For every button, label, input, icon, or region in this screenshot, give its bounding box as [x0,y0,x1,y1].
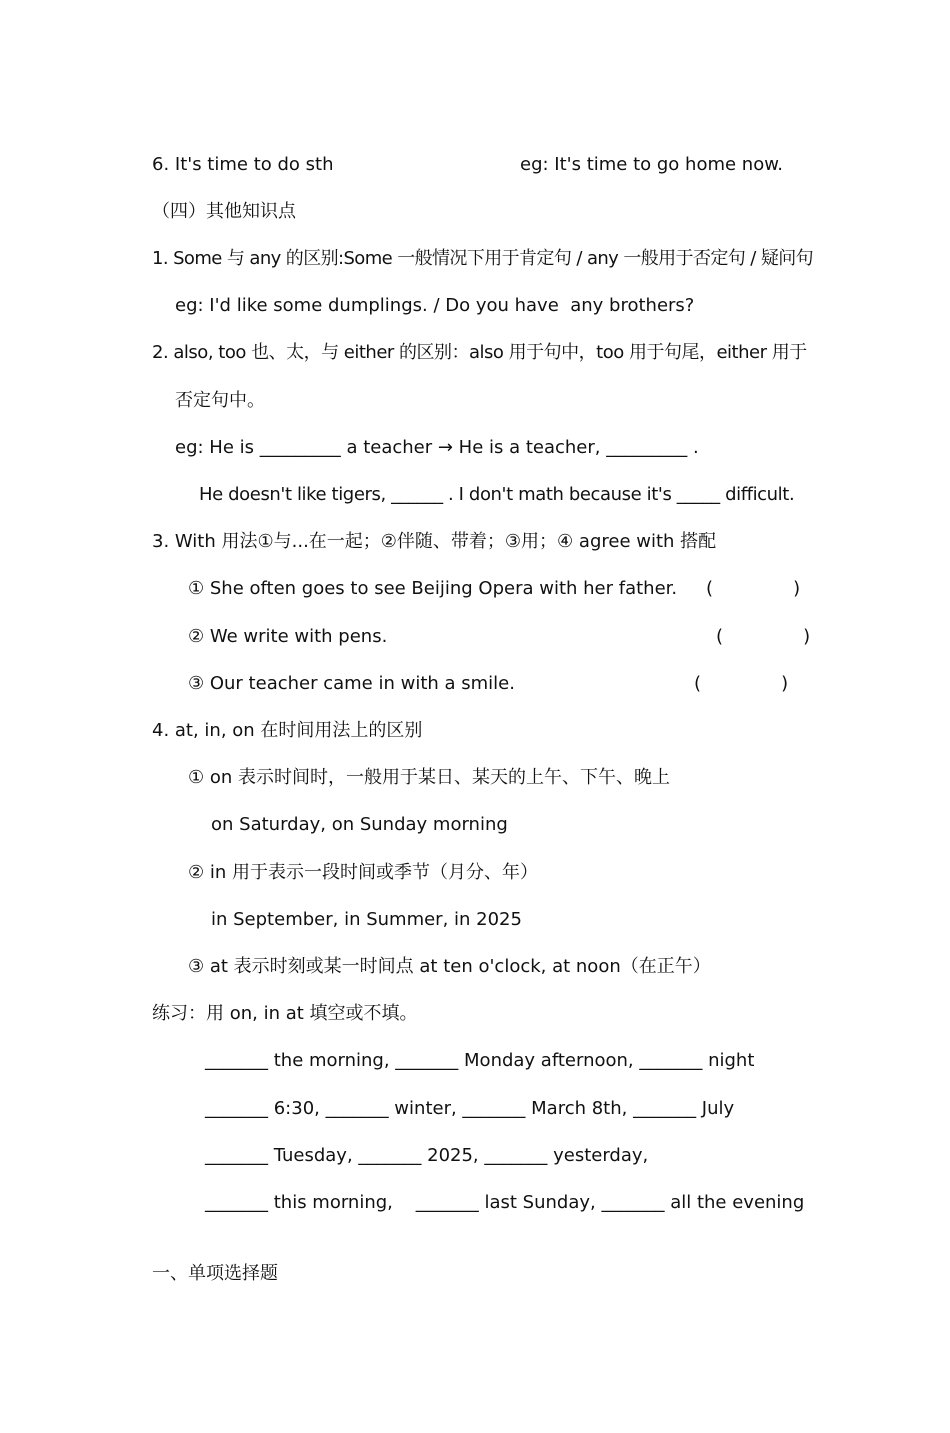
prep-in-example: in September, in Summer, in 2025 [211,909,522,930]
prep-on-example: on Saturday, on Sunday morning [211,814,508,835]
single-choice-heading: 一、单项选择题 [152,1263,278,1284]
with-example-2: ② We write with pens. [188,626,388,647]
with-rule: 3. With 用法①与...在一起；②伴随、带着；③用；④ agree with 搭配 [152,531,717,552]
also-too-rule-line1: 2. also, too 也、太，与 either 的区别：also 用于句中，too 用于句尾，either 用于 [152,342,807,363]
some-any-example: eg: I'd like some dumplings. / Do you have any brothers? [175,295,695,316]
practice-line-1: _______ the morning, _______ Monday afternoon, _______ night [205,1050,755,1071]
section4-heading: （四）其他知识点 [152,201,296,222]
prep-at-rule: ③ at 表示时刻或某一时间点 at ten o'clock, at noon（在正午） [188,956,711,977]
item6-right: eg: It's time to go home now. [520,154,784,175]
with-answer-blank-3: ( ) [694,673,789,694]
item6-left: 6. It's time to do sth [152,154,334,175]
practice-line-2: _______ 6:30, _______ winter, _______ March 8th, _______ July [205,1098,735,1119]
with-answer-blank-1: ( ) [706,578,801,599]
some-any-rule: 1. Some 与 any 的区别:Some 一般情况下用于肯定句 / any 一般用于否定句 / 疑问句 [152,248,814,269]
also-too-example2: He doesn't like tigers, ______ . I don't math because it's _____ difficult. [199,484,795,505]
practice-line-4: _______ this morning, _______ last Sunday, _______ all the evening [205,1192,805,1213]
practice-heading: 练习：用 on, in at 填空或不填。 [152,1003,418,1024]
with-example-3: ③ Our teacher came in with a smile. [188,673,515,694]
practice-line-3: _______ Tuesday, _______ 2025, _______ yesterday, [205,1145,649,1166]
also-too-rule-line2: 否定句中。 [175,390,265,411]
prep-rule: 4. at, in, on 在时间用法上的区别 [152,720,423,741]
also-too-example1: eg: He is _________ a teacher → He is a teacher, _________ . [175,437,699,458]
prep-on-rule: ① on 表示时间时，一般用于某日、某天的上午、下午、晚上 [188,767,670,788]
prep-in-rule: ② in 用于表示一段时间或季节（月分、年） [188,862,538,883]
with-answer-blank-2: ( ) [716,626,811,647]
with-example-1: ① She often goes to see Beijing Opera with her father. [188,578,678,599]
